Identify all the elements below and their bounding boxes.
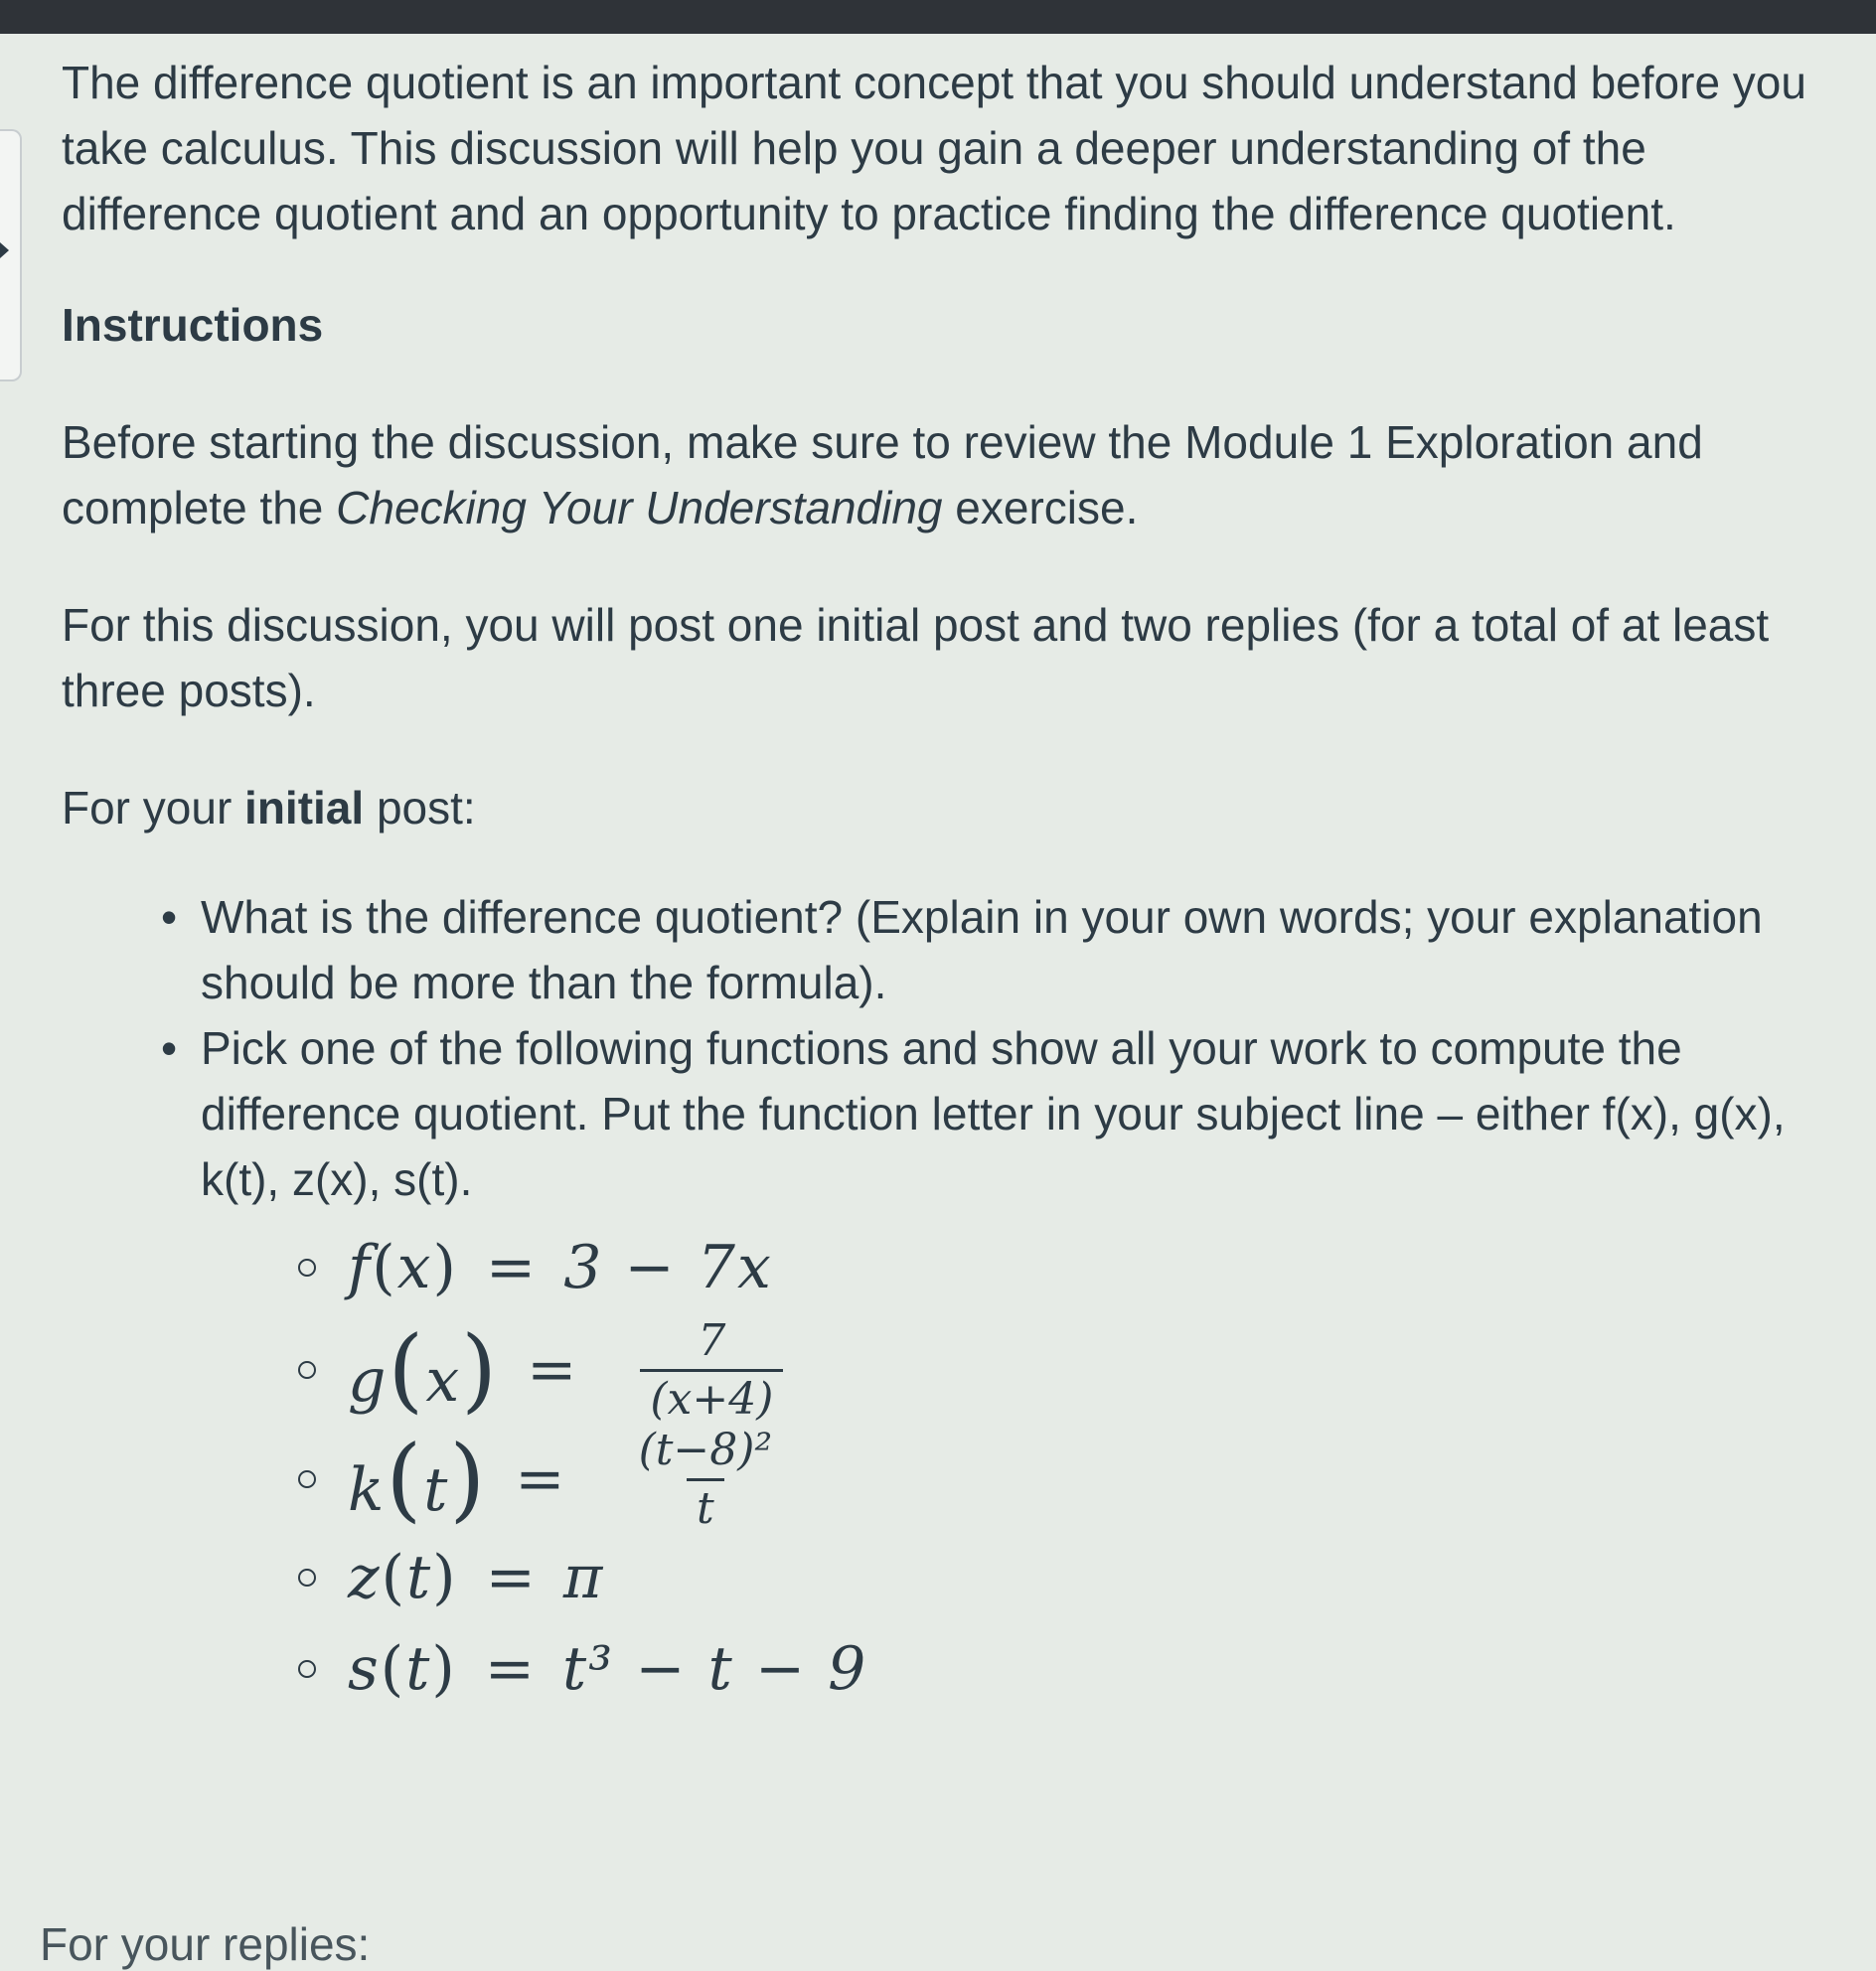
function-k: k(t) = $\frac{\text{(t−8)²}}{t}$ xyxy=(348,1425,1830,1534)
circle-bullet-icon xyxy=(298,1660,316,1678)
fraction-numerator: 7 xyxy=(698,1314,726,1366)
review-paragraph xyxy=(62,409,1830,540)
function-variable: t xyxy=(405,1634,432,1704)
circle-bullet-icon xyxy=(298,1259,316,1277)
function-name: f xyxy=(348,1233,373,1302)
requirement-item: • What is the difference quotient? (Explain in your own words; your explanation should be more than the formula). xyxy=(201,884,1830,1015)
replies-label-partial: For your replies: xyxy=(40,1918,371,1970)
function-name: k xyxy=(348,1455,387,1525)
initial-label-after: post: xyxy=(364,782,476,834)
initial-label-strong: initial xyxy=(244,782,365,834)
discussion-body xyxy=(62,50,1830,1717)
function-z: z(t) = π xyxy=(348,1534,1830,1621)
requirement-text: Pick one of the following functions and show all your work to compute the difference quotient. Put the function letter in your subject line – either f(x), g(x), k(t), z(x), s(t). xyxy=(201,1022,1786,1205)
circle-bullet-icon xyxy=(298,1470,316,1488)
equals-sign: = xyxy=(485,1233,537,1302)
function-variable: t xyxy=(406,1543,433,1612)
function-expression: 3 − 7x xyxy=(563,1233,773,1302)
requirement-item xyxy=(201,1015,1830,1717)
function-s: s(t) = t³ − t − 9 xyxy=(348,1621,1830,1717)
equals-sign: = xyxy=(527,1335,577,1405)
function-name: z xyxy=(348,1543,382,1612)
function-variable: t xyxy=(423,1455,450,1525)
function-list xyxy=(201,1220,1830,1717)
equals-sign: = xyxy=(485,1543,536,1612)
function-f: f(x) = 3 − 7x xyxy=(348,1220,1830,1315)
function-g: g(x) = $\frac{7}{(x+4)}$ xyxy=(348,1315,1830,1425)
function-name: s xyxy=(348,1634,381,1704)
expand-arrow-icon[interactable] xyxy=(0,242,9,258)
equals-sign: = xyxy=(515,1444,565,1514)
initial-post-label xyxy=(62,775,1830,840)
initial-label-before: For your xyxy=(62,782,245,834)
function-variable: x xyxy=(396,1233,433,1302)
fraction xyxy=(640,1313,783,1428)
equals-sign: = xyxy=(484,1634,536,1704)
posts-paragraph: For this discussion, you will post one initial post and two replies (for a total of at least three posts). xyxy=(62,599,1770,716)
fraction-denominator: (x+4) xyxy=(640,1369,783,1428)
review-text-before: Before starting the discussion, make sure to review the Module 1 Exploration and complete the xyxy=(62,416,1703,533)
function-expression: π xyxy=(562,1543,605,1612)
fraction-numerator: (t−8)² xyxy=(638,1424,773,1475)
function-name: g xyxy=(348,1346,389,1416)
exercise-name: Checking Your Understanding xyxy=(336,482,943,533)
review-text-after: exercise. xyxy=(942,482,1139,533)
circle-bullet-icon xyxy=(298,1569,316,1587)
fraction xyxy=(629,1423,783,1537)
function-expression: t³ − t − 9 xyxy=(562,1634,868,1704)
circle-bullet-icon xyxy=(298,1361,316,1379)
browser-top-bar xyxy=(0,0,1876,34)
function-variable: x xyxy=(425,1346,462,1416)
initial-post-requirements xyxy=(62,884,1830,1717)
instructions-heading: Instructions xyxy=(62,299,324,351)
fraction-denominator: t xyxy=(687,1478,724,1537)
intro-paragraph: The difference quotient is an important concept that you should understand before you take calculus. This discussion will help you gain a deeper understanding of the difference quotient and an opportunity to practice finding the difference quotient. xyxy=(62,57,1806,239)
